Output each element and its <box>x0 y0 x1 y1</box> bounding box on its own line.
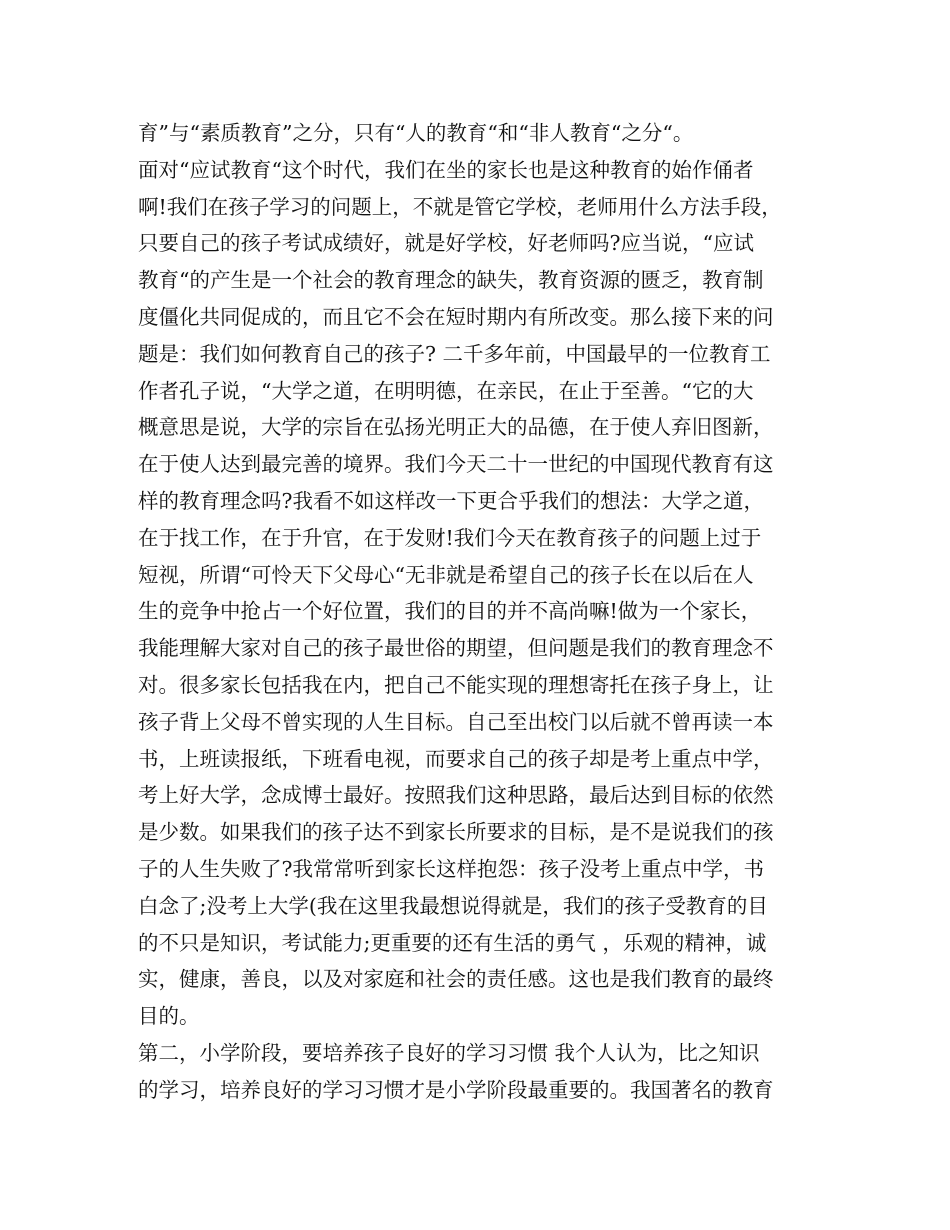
text-line: 面对“应试教育“这个时代，我们在坐的家长也是这种教育的始作俑者 <box>138 157 754 182</box>
text-line: 孩子背上父母不曾实现的人生目标。自己至出校门以后就不曾再读一本 <box>138 709 774 734</box>
text-line: 题是：我们如何教育自己的孩子? 二千多年前，中国最早的一位教育工 <box>138 341 771 366</box>
text-line: 在于使人达到最完善的境界。我们今天二十一世纪的中国现代教育有这 <box>138 452 774 477</box>
text-line: 短视，所谓“可怜天下父母心“无非就是希望自己的孩子长在以后在人 <box>138 562 754 587</box>
text-line: 我能理解大家对自己的孩子最世俗的期望，但问题是我们的教育理念不 <box>138 636 774 661</box>
text-line: 教育“的产生是一个社会的教育理念的缺失，教育资源的匮乏，教育制 <box>138 268 764 293</box>
text-line: 啊!我们在孩子学习的问题上，不就是管它学校，老师用什么方法手段， <box>138 194 782 219</box>
text-line: 度僵化共同促成的，而且它不会在短时期内有所改变。那么接下来的问 <box>138 304 774 329</box>
text-line: 作者孔子说，“大学之道，在明明德，在亲民，在止于至善。“它的大 <box>138 378 754 403</box>
body-text <box>138 115 828 1109</box>
text-line: 实，健康，善良，以及对家庭和社会的责任感。这也是我们教育的最终 <box>138 967 774 992</box>
text-line: 子的人生失败了?我常常听到家长这样抱怨：孩子没考上重点中学，书 <box>138 856 764 881</box>
text-line: 在于找工作，在于升官，在于发财!我们今天在教育孩子的问题上过于 <box>138 525 762 550</box>
text-line: 的不只是知识，考试能力;更重要的还有生活的勇气 ，乐观的精神，诚 <box>138 930 767 955</box>
text-line: 的学习，培养良好的学习习惯才是小学阶段最重要的。我国著名的教育 <box>138 1077 774 1102</box>
text-line: 样的教育理念吗?我看不如这样改一下更合乎我们的想法：大学之道， <box>138 488 764 513</box>
text-line: 生的竞争中抢占一个好位置，我们的目的并不高尚嘛!做为一个家长， <box>138 599 762 624</box>
text-line: 书，上班读报纸，下班看电视，而要求自己的孩子却是考上重点中学， <box>138 746 774 771</box>
text-line: 概意思是说，大学的宗旨在弘扬光明正大的品德，在于使人弃旧图新， <box>138 415 774 440</box>
text-line: 只要自己的孩子考试成绩好，就是好学校，好老师吗?应当说，“应试 <box>138 231 754 256</box>
text-line: 目的。 <box>138 1004 200 1029</box>
text-line: 对。很多家长包括我在内，把自己不能实现的理想寄托在孩子身上，让 <box>138 672 774 697</box>
text-line: 育”与“素质教育”之分，只有“人的教育“和“非人教育“之分“。 <box>138 121 694 145</box>
text-line: 是少数。如果我们的孩子达不到家长所要求的目标，是不是说我们的孩 <box>138 820 774 845</box>
text-line: 白念了;没考上大学(我在这里我最想说得就是，我们的孩子受教育的目 <box>138 893 768 918</box>
text-line: 考上好大学，念成博士最好。按照我们这种思路，最后达到目标的依然 <box>138 783 774 808</box>
text-line: 第二，小学阶段，要培养孩子良好的学习习惯 我个人认为，比之知识 <box>138 1040 760 1065</box>
